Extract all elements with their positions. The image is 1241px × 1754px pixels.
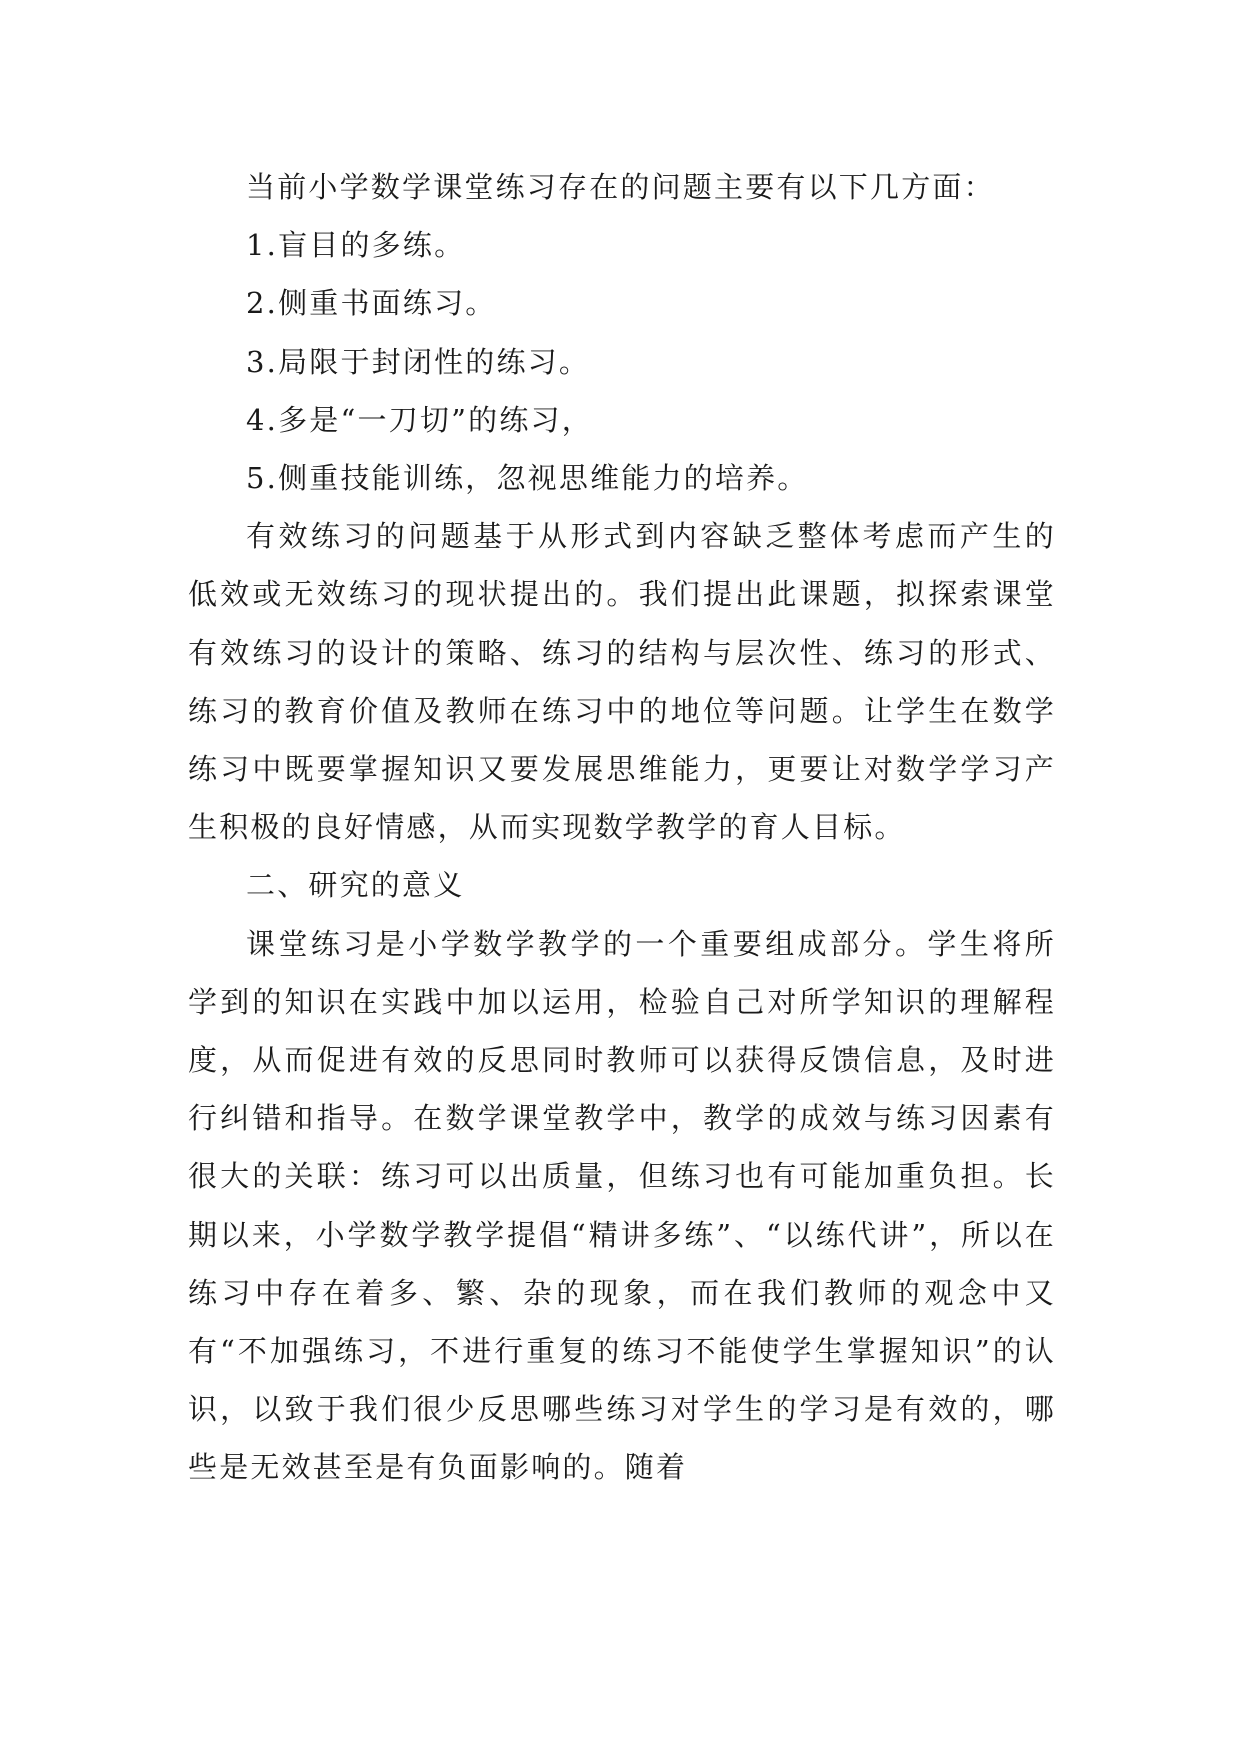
section-heading: 二、研究的意义 xyxy=(246,868,465,903)
list-item-4: 4.多是“一刀切”的练习， xyxy=(246,402,593,437)
document-body xyxy=(188,158,1056,1497)
body-paragraph-effective-practice: 有效练习的问题基于从形式到内容缺乏整体考虑而产生的低效或无效练习的现状提出的。我们提出此课题，拟探索课堂有效练习的设计的策略、练习的结构与层次性、练习的形式、练习的教育价值及教师在练习中的地位等问题。让学生在数学练习中既要掌握知识又要发展思维能力，更要让对数学学习产生积极的良好情感，从而实现数学教学的育人目标。 xyxy=(188,519,1056,845)
list-item-5: 5.侧重技能训练，忽视思维能力的培养。 xyxy=(246,461,809,496)
list-item-3: 3.局限于封闭性的练习。 xyxy=(246,344,591,379)
intro-paragraph: 当前小学数学课堂练习存在的问题主要有以下几方面： xyxy=(246,170,995,204)
list-item-2: 2.侧重书面练习。 xyxy=(246,286,497,321)
list-item-1: 1.盲目的多练。 xyxy=(246,228,466,263)
body-paragraph-significance: 课堂练习是小学数学教学的一个重要组成部分。学生将所学到的知识在实践中加以运用，检验自己对所学知识的理解程度，从而促进有效的反思同时教师可以获得反馈信息，及时进行纠错和指导。在数学课堂教学中，教学的成效与练习因素有很大的关联：练习可以出质量，但练习也有可能加重负担。长期以来，小学数学教学提倡“精讲多练”、“以练代讲”，所以在练习中存在着多、繁、杂的现象，而在我们教师的观念中又有“不加强练习，不进行重复的练习不能使学生掌握知识”的认识，以致于我们很少反思哪些练习对学生的学习是有效的，哪些是无效甚至是有负面影响的。随着 xyxy=(188,926,1056,1485)
